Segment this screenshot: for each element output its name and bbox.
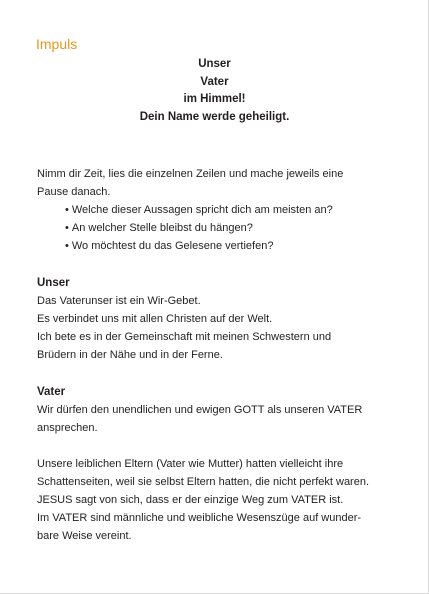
bullet-item: • Welche dieser Aussagen spricht dich am meisten an? [37,201,407,219]
paragraph-eltern [37,455,407,545]
text-line: bare Weise vereint. [37,530,132,542]
prayer-title [0,56,429,126]
text-line: JESUS sagt von sich, dass er der einzige Weg zum VATER ist. [37,494,344,506]
section-unser [37,274,407,364]
text-line: ansprechen. [37,422,98,434]
text-line: Schattenseiten, weil sie selbst Eltern hatten, die nicht perfekt waren. [37,476,370,488]
text-line: Wir dürfen den unendlichen und ewigen GOTT als unseren VATER [37,404,363,416]
intro-paragraph [37,165,407,255]
title-line: Vater [200,75,229,88]
text-line: Nimm dir Zeit, lies die einzelnen Zeilen und mache jeweils eine [37,168,344,180]
text-line: Brüdern in der Nähe und in der Ferne. [37,349,223,361]
title-line: Unser [198,58,231,70]
text-line: Das Vaterunser ist ein Wir-Gebet. [37,295,201,307]
section-title-vater: Vater [37,386,66,398]
text-line: Pause danach. [37,186,111,198]
section-title-unser: Unser [37,277,70,289]
text-line: Es verbindet uns mit allen Christen auf der Welt. [37,313,273,325]
reflection-questions [37,201,407,255]
title-line: im Himmel! [183,93,246,105]
section-heading: Impuls [36,36,78,52]
section-vater [37,383,407,437]
bullet-item: • An welcher Stelle bleibst du hängen? [37,219,407,237]
text-line: Unsere leiblichen Eltern (Vater wie Mutter) hatten vielleicht ihre [37,458,344,470]
text-line: Ich bete es in der Gemeinschaft mit meinen Schwestern und [37,331,332,343]
title-line: Dein Name werde geheiligt. [139,110,290,123]
text-line: Im VATER sind männliche und weibliche Wesenszüge auf wunder- [37,512,362,524]
bullet-item: • Wo möchtest du das Gelesene vertiefen? [37,237,407,255]
